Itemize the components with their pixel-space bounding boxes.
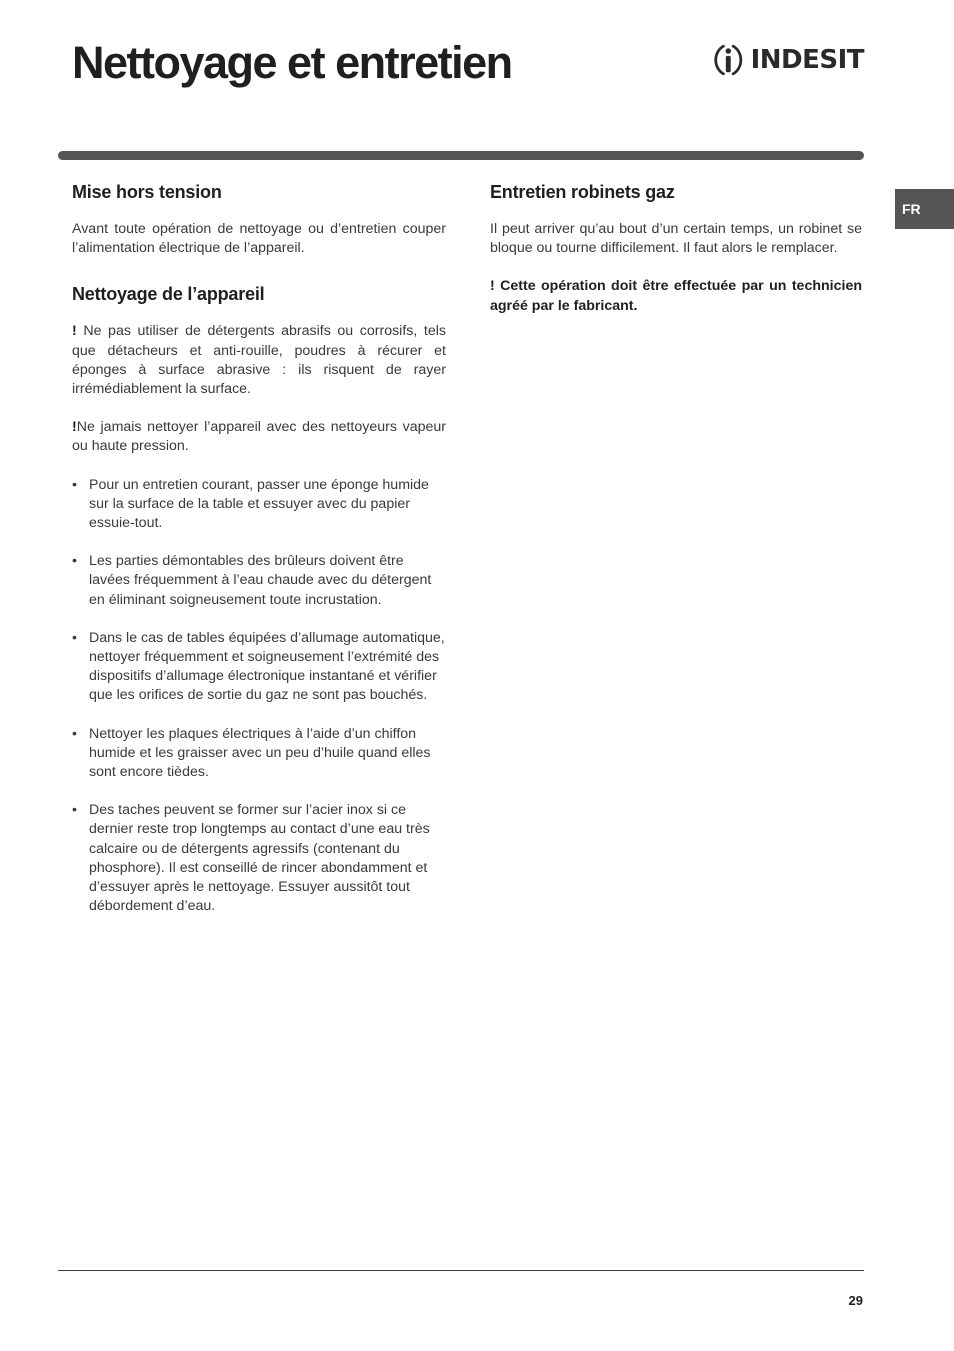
bullet: •: [72, 725, 77, 742]
page-number: 29: [848, 1293, 863, 1308]
warning-paragraph: [72, 418, 446, 456]
section-heading: Mise hors tension: [72, 182, 222, 202]
list-item-text: Pour un entretien courant, passer une éponge humide sur la surface de la table et essuyer avec du papier essuie-tout.: [89, 476, 429, 532]
section-text: Avant toute opération de nettoyage ou d’entretien couper l’alimentation électrique de l’appareil.: [72, 221, 446, 257]
warning-mark: !: [72, 419, 77, 436]
section-heading: Entretien robinets gaz: [490, 182, 675, 202]
section-cleaning: [72, 282, 446, 916]
warning-text: Ne pas utiliser de détergents abrasifs ou corrosifs, tels que détacheurs et anti-rouille, poudres à récurer et éponges à surface abrasive : ils risquent de rayer irrémédiablement la surface.: [72, 323, 446, 398]
technician-warning: ! Cette opération doit être effectuée par un technicien agréé par le fabricant.: [490, 278, 862, 314]
bullet: •: [72, 476, 77, 493]
bullet: •: [72, 629, 77, 646]
list-item: [72, 552, 446, 610]
bullet: •: [72, 553, 77, 570]
warning-text: Ne jamais nettoyer l’appareil avec des nettoyeurs vapeur ou haute pression.: [72, 419, 446, 455]
bullet: •: [72, 802, 77, 819]
brand-logo: [712, 37, 864, 83]
page-title: Nettoyage et entretien: [72, 37, 512, 88]
brand-name: INDESIT: [750, 45, 864, 75]
right-column: [490, 180, 862, 335]
section-heading: Nettoyage de l’appareil: [72, 284, 265, 305]
list-item-text: Nettoyer les plaques électriques à l’aide d’un chiffon humide et les graisser avec un peu d’huile quand elles sont encore tièdes.: [89, 725, 431, 781]
cleaning-list: [72, 476, 446, 917]
indesit-i-icon: [712, 38, 745, 82]
list-item: [72, 725, 446, 783]
section-text: Il peut arriver qu’au bout d’un certain temps, un robinet se bloque ou tourne difficilement. Il faut alors le remplacer.: [490, 221, 862, 257]
warning-mark: !: [72, 323, 77, 340]
list-item-text: Les parties démontables des brûleurs doivent être lavées fréquemment à l’eau chaude avec du détergent en éliminant soigneusement toute incrustation.: [89, 553, 432, 608]
header-rule: [58, 151, 864, 160]
footer-rule: [58, 1270, 864, 1271]
left-column: [72, 180, 446, 935]
list-item-text: Des taches peuvent se former sur l’acier inox si ce dernier reste trop longtemps au contact d’une eau très calcaire ou de détergents agressifs (contenant du phosphore). Il est conseillé de rincer abondamment et d’essuyer après le nettoyage. Essuyer aussitôt tout débordement d’eau.: [89, 802, 430, 915]
language-tab: FR: [895, 189, 954, 229]
list-item-text: Dans le cas de tables équipées d’allumage automatique, nettoyer fréquemment et soigneusement l’extrémité des dispositifs d’allumage électronique instantané et vérifier que les orifices de sortie du gaz ne sont pas bouchés.: [89, 629, 445, 704]
section-power-off: [72, 180, 446, 258]
list-item: [72, 476, 446, 534]
list-item: [72, 801, 446, 916]
list-item: [72, 629, 446, 706]
warning-paragraph: [72, 322, 446, 399]
